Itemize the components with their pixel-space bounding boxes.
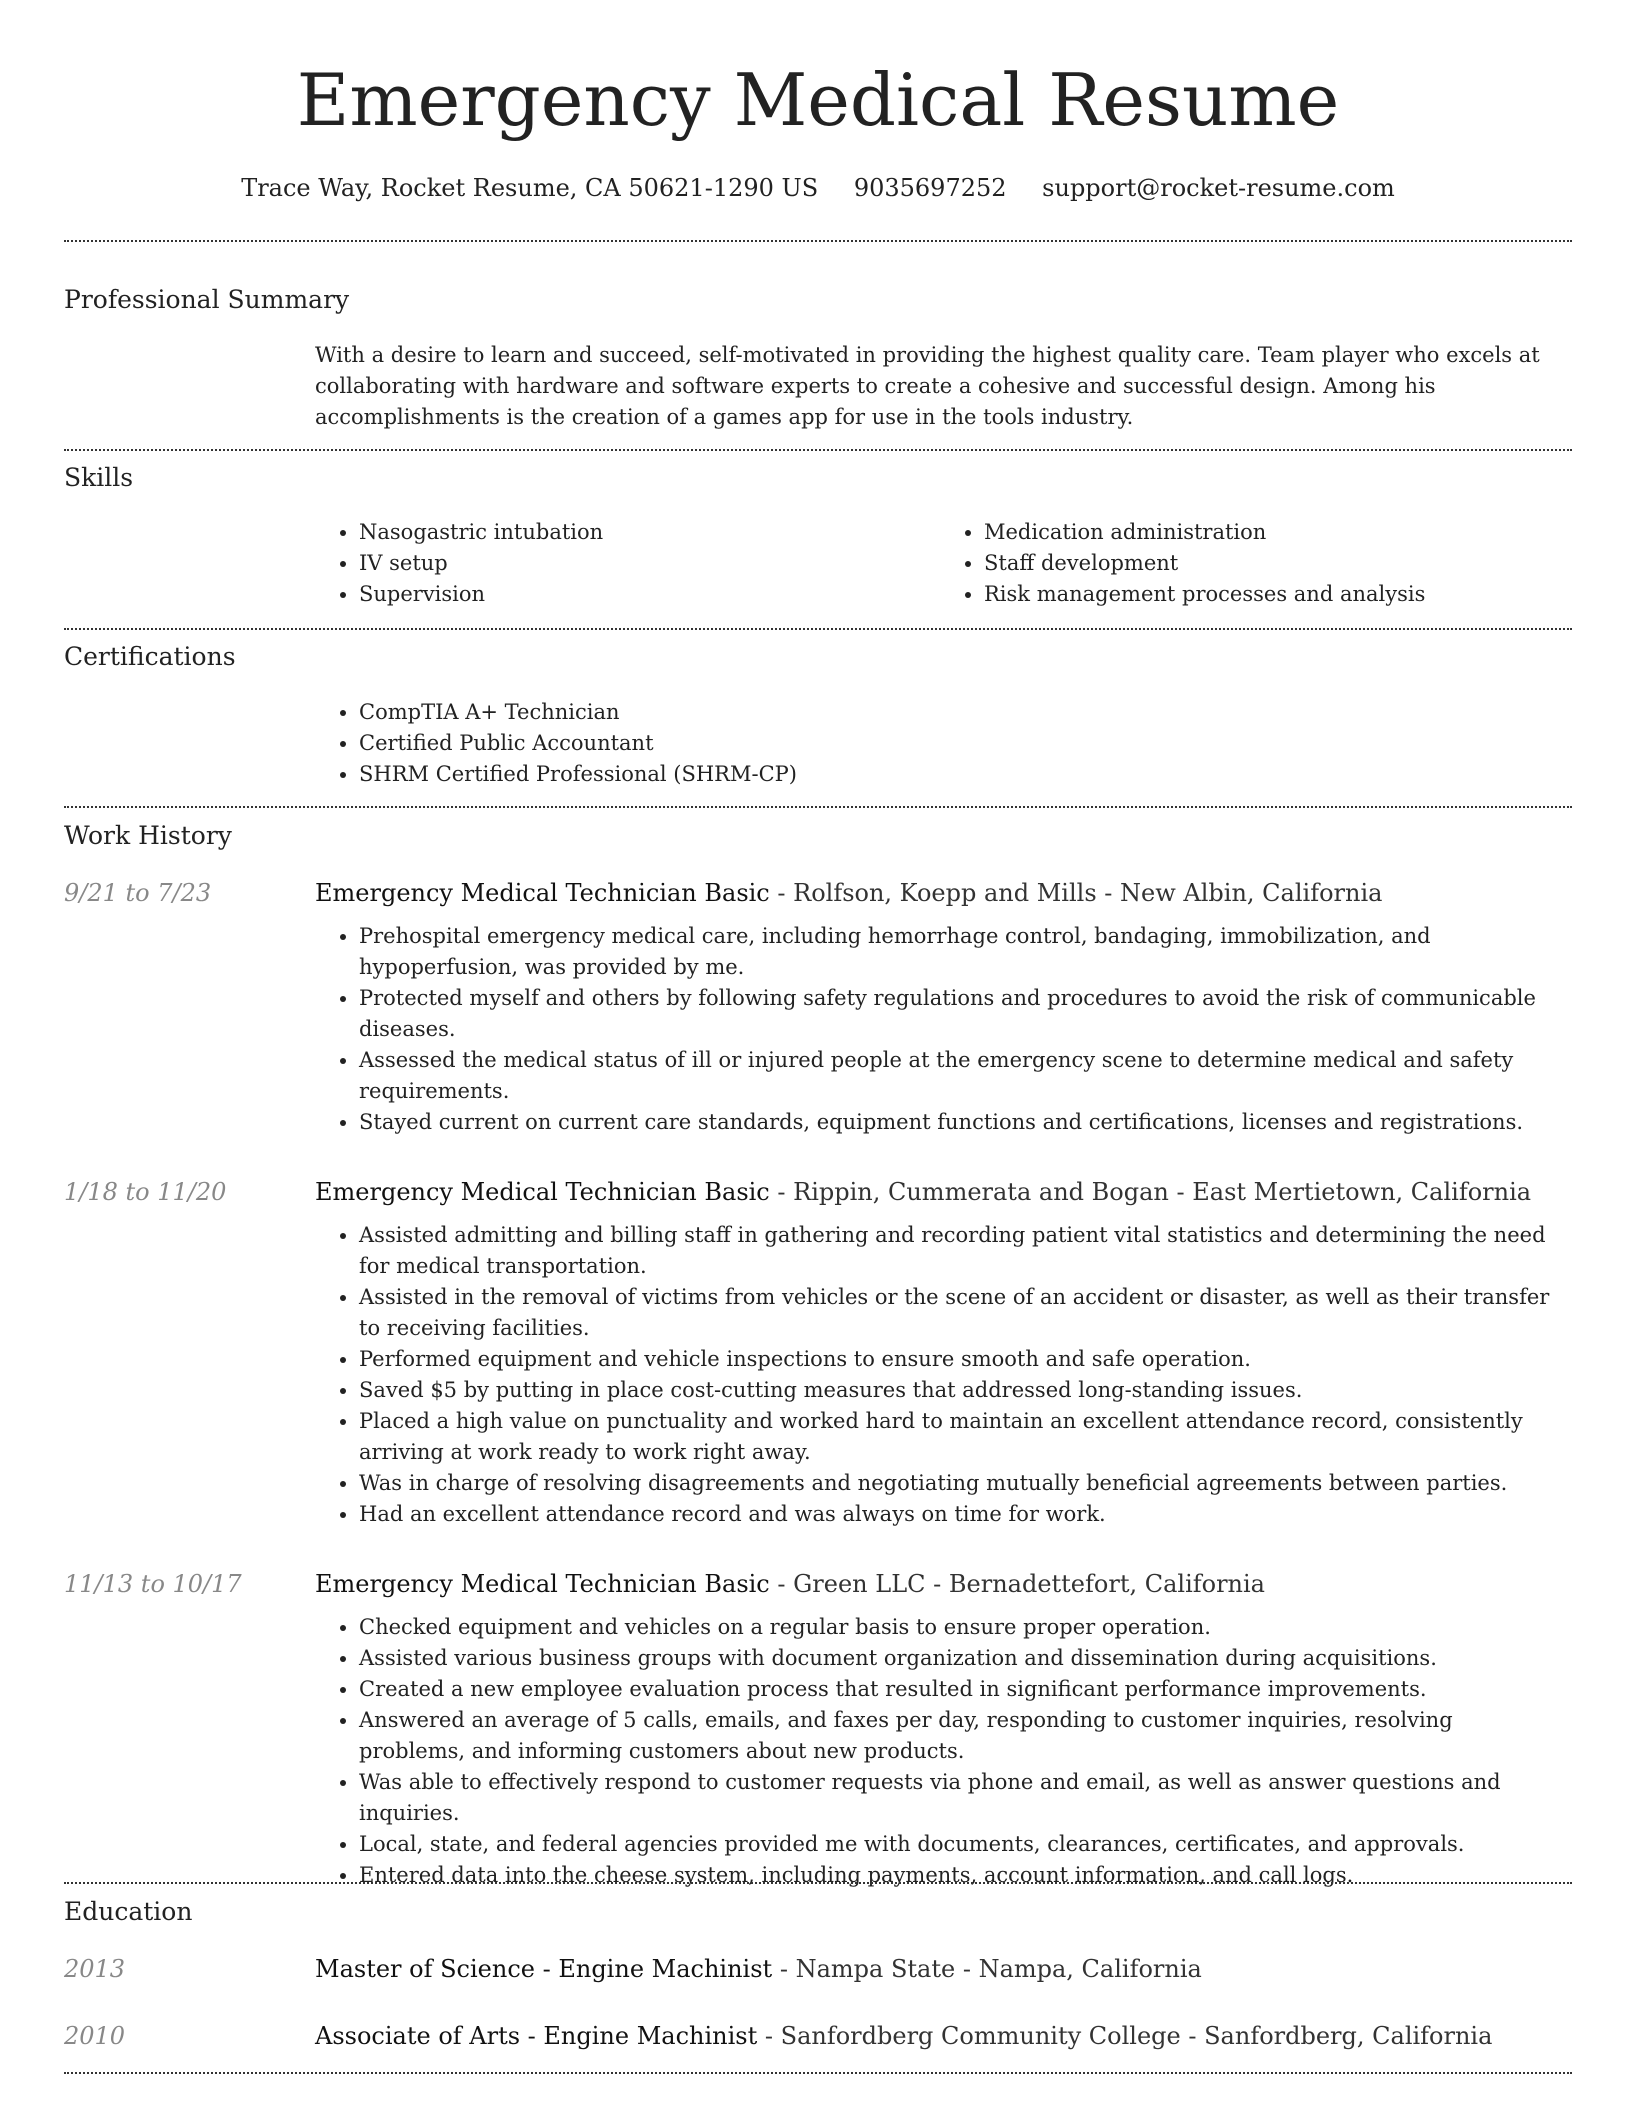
job-dates: 1/18 to 11/20	[64, 1178, 227, 1206]
job-bullet: • Prehospital emergency medical care, including hemorrhage control, bandaging, immobilization, and hypoperfusion, was provided by me.	[359, 921, 1565, 983]
job-bullet: • Was in charge of resolving disagreements and negotiating mutually beneficial agreements between parties.	[359, 1468, 1565, 1499]
job-bullet: • Assisted admitting and billing staff in gathering and recording patient vital statistics and determining the need for medical transportation.	[359, 1220, 1565, 1282]
job-bullet: • Created a new employee evaluation process that resulted in significant performance improvements.	[359, 1674, 1565, 1705]
contact-email: support@rocket-resume.com	[1042, 174, 1395, 202]
job-company: Rippin, Cummerata and Bogan	[793, 1178, 1169, 1206]
separator: -	[1168, 1178, 1193, 1206]
job-bullet: • Local, state, and federal agencies provided me with documents, clearances, certificates, and approvals.	[359, 1829, 1565, 1860]
education-entry	[64, 2018, 1572, 2054]
certification-item: • SHRM Certified Professional (SHRM-CP)	[359, 759, 1565, 790]
education-year: 2010	[64, 2022, 126, 2050]
skills-list-right	[940, 517, 1565, 610]
separator: -	[772, 1955, 796, 1983]
skill-item: • Staff development	[984, 548, 1565, 579]
job-role: Emergency Medical Technician Basic	[315, 1178, 770, 1206]
job-bullets	[315, 921, 1565, 1138]
education-detail	[315, 1951, 1565, 1987]
skill-item: • Medication administration	[984, 517, 1565, 548]
job-location: Bernadettefort, California	[948, 1570, 1265, 1598]
job-bullet: • Entered data into the cheese system, including payments, account information, and call logs.	[359, 1860, 1565, 1891]
skills-list-left	[315, 517, 940, 610]
job-bullet: • Checked equipment and vehicles on a regular basis to ensure proper operation.	[359, 1612, 1565, 1643]
job-company: Rolfson, Koepp and Mills	[793, 879, 1097, 907]
job-bullet: • Placed a high value on punctuality and worked hard to maintain an excellent attendance record, consistently arriving at work ready to work right away.	[359, 1406, 1565, 1468]
job-bullet: • Assisted in the removal of victims from vehicles or the scene of an accident or disaster, as well as their transfer to receiving facilities.	[359, 1282, 1565, 1344]
separator: -	[925, 1570, 949, 1598]
contact-address: Trace Way, Rocket Resume, CA 50621-1290 US	[241, 174, 819, 202]
separator: -	[769, 1178, 794, 1206]
job-bullet: • Had an excellent attendance record and was always on time for work.	[359, 1499, 1565, 1530]
separator: -	[769, 879, 794, 907]
separator: -	[769, 1570, 794, 1598]
job-entry	[315, 875, 1565, 1138]
job-entry	[315, 1566, 1565, 1891]
education-location: Sanfordberg, California	[1204, 2022, 1493, 2050]
education-year: 2013	[64, 1955, 126, 1983]
job-company: Green LLC	[793, 1570, 926, 1598]
certification-item: • Certified Public Accountant	[359, 728, 1565, 759]
divider	[64, 1882, 1572, 1884]
job-bullet: • Performed equipment and vehicle inspections to ensure smooth and safe operation.	[359, 1344, 1565, 1375]
skills-block	[315, 517, 1565, 610]
divider	[64, 240, 1572, 242]
resume-title: Emergency Medical Resume	[296, 58, 1340, 142]
section-heading-certifications: Certifications	[64, 642, 236, 671]
job-bullet: • Stayed current on current care standards, equipment functions and certifications, licenses and registrations.	[359, 1107, 1565, 1138]
skill-item: • Nasogastric intubation	[359, 517, 940, 548]
section-heading-skills: Skills	[64, 463, 134, 492]
summary-text: With a desire to learn and succeed, self-motivated in providing the highest quality care. Team player who excels at collaborating with hardware and software experts to create a cohesive and successful design. Among his accomplishments is the creation of a games app for use in the tools industry.	[315, 343, 1540, 429]
section-heading-work-history: Work History	[64, 821, 232, 850]
section-heading-summary: Professional Summary	[64, 285, 350, 314]
job-bullets	[315, 1220, 1565, 1530]
divider	[64, 2072, 1572, 2074]
job-entry	[315, 1174, 1565, 1530]
certifications-list	[315, 697, 1565, 790]
education-title	[315, 1951, 1565, 1987]
job-title	[315, 1566, 1565, 1602]
section-heading-education: Education	[64, 1897, 193, 1926]
job-bullet: • Answered an average of 5 calls, emails, and faxes per day, responding to customer inquiries, resolving problems, and informing customers about new products.	[359, 1705, 1565, 1767]
education-entry	[64, 1951, 1572, 1987]
job-role: Emergency Medical Technician Basic	[315, 879, 770, 907]
job-bullet: • Protected myself and others by following safety regulations and procedures to avoid the risk of communicable diseases.	[359, 983, 1565, 1045]
education-degree: Associate of Arts - Engine Machinist	[315, 2022, 758, 2050]
skill-item: • Supervision	[359, 579, 940, 610]
education-detail	[315, 2018, 1565, 2054]
job-title	[315, 875, 1565, 911]
certification-item: • CompTIA A+ Technician	[359, 697, 1565, 728]
divider	[64, 806, 1572, 808]
separator: -	[1096, 879, 1121, 907]
summary-block	[315, 340, 1565, 433]
job-title	[315, 1174, 1565, 1210]
separator: -	[1180, 2022, 1205, 2050]
job-bullets	[315, 1612, 1565, 1891]
education-school: Nampa State	[795, 1955, 956, 1983]
separator: -	[955, 1955, 979, 1983]
job-role: Emergency Medical Technician Basic	[315, 1570, 770, 1598]
job-dates: 11/13 to 10/17	[64, 1570, 242, 1598]
job-bullet: • Saved $5 by putting in place cost-cutting measures that addressed long-standing issues.	[359, 1375, 1565, 1406]
contact-line	[64, 168, 1572, 208]
skill-item: • Risk management processes and analysis	[984, 579, 1565, 610]
contact-phone: 9035697252	[853, 174, 1007, 202]
job-location: East Mertietown, California	[1192, 1178, 1532, 1206]
education-location: Nampa, California	[978, 1955, 1202, 1983]
job-bullet: • Was able to effectively respond to customer requests via phone and email, as well as answer questions and inquiries.	[359, 1767, 1565, 1829]
divider	[64, 628, 1572, 630]
education-title	[315, 2018, 1565, 2054]
job-bullet: • Assessed the medical status of ill or injured people at the emergency scene to determine medical and safety requirements.	[359, 1045, 1565, 1107]
divider	[64, 449, 1572, 451]
certifications-block	[315, 697, 1565, 790]
education-school: Sanfordberg Community College	[780, 2022, 1181, 2050]
job-bullet: • Assisted various business groups with document organization and dissemination during acquisitions.	[359, 1643, 1565, 1674]
skill-item: • IV setup	[359, 548, 940, 579]
separator: -	[757, 2022, 781, 2050]
job-location: New Albin, California	[1120, 879, 1383, 907]
education-degree: Master of Science - Engine Machinist	[315, 1955, 773, 1983]
job-dates: 9/21 to 7/23	[64, 879, 212, 907]
